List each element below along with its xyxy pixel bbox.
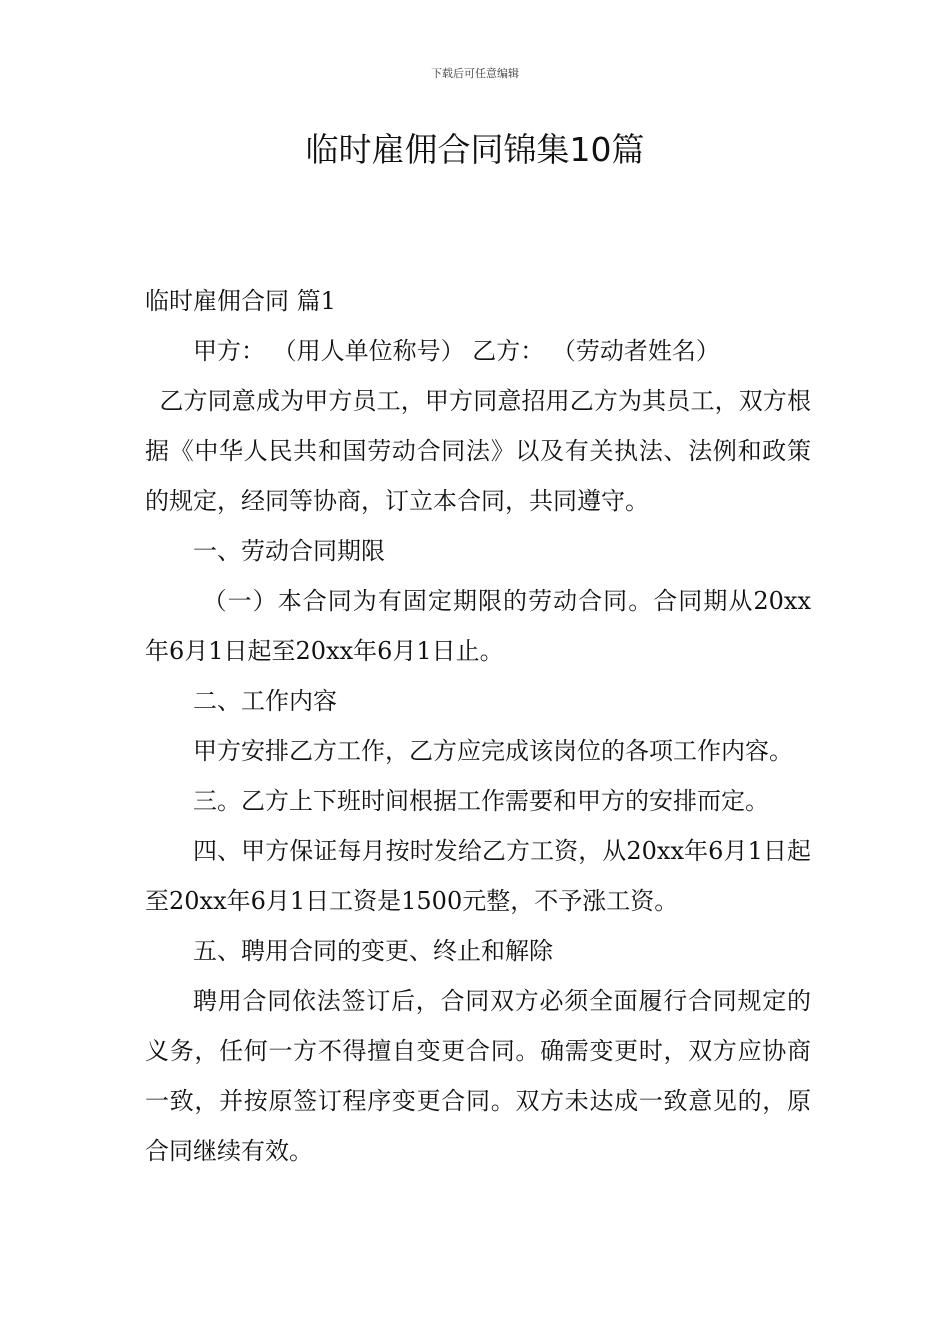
clause-heading-change: 五、聘用合同的变更、终止和解除 xyxy=(193,937,553,965)
document-body xyxy=(145,276,811,1176)
paragraph-preamble: 乙方同意成为甲方员工，甲方同意招用乙方为其员工，双方根据《中华人民共和国劳动合同法》以及有关执法、法例和政策的规定，经同等协商，订立本合同，共同遵守。 xyxy=(145,387,811,515)
section-heading: 临时雇佣合同 篇1 xyxy=(145,287,336,315)
paragraph-term: （一）本合同为有固定期限的劳动合同。合同期从20xx年6月1日起至20xx年6月1日止。 xyxy=(145,587,811,665)
header-note: 下载后可任意编辑 xyxy=(431,67,519,80)
parties-line: 甲方： （用人单位称号） 乙方： （劳动者姓名） xyxy=(193,337,720,365)
paragraph-hours: 三。乙方上下班时间根据工作需要和甲方的安排而定。 xyxy=(193,787,769,815)
paragraph-salary: 四、甲方保证每月按时发给乙方工资，从20xx年6月1日起至20xx年6月1日工资是1500元整，不予涨工资。 xyxy=(145,837,811,915)
clause-heading-term: 一、劳动合同期限 xyxy=(193,537,385,565)
clause-heading-work: 二、工作内容 xyxy=(193,687,337,715)
paragraph-work: 甲方安排乙方工作，乙方应完成该岗位的各项工作内容。 xyxy=(193,737,793,765)
paragraph-change: 聘用合同依法签订后，合同双方必须全面履行合同规定的义务，任何一方不得擅自变更合同。确需变更时，双方应协商一致，并按原签订程序变更合同。双方未达成一致意见的，原合同继续有效。 xyxy=(145,987,811,1165)
document-title: 临时雇佣合同锦集10篇 xyxy=(305,130,645,169)
